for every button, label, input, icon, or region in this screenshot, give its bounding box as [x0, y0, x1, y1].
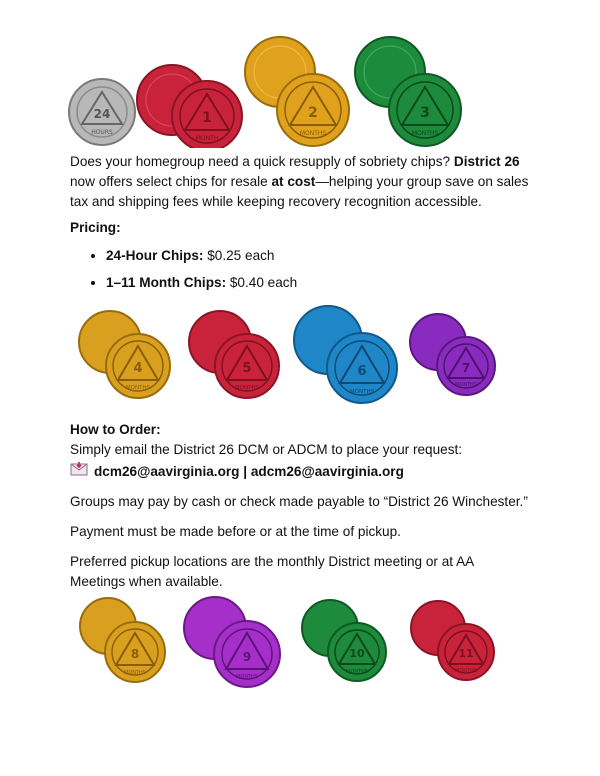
- intro-text-3: —helping your group save on sales tax and shipping fees while keeping recovery recognition accessible.: [70, 174, 529, 209]
- chip-label: MONTHS: [299, 130, 327, 137]
- intro-bold-district: District 26: [453, 154, 520, 169]
- chip-image-row-3: [0, 596, 600, 696]
- envelope-icon: [70, 462, 88, 482]
- intro-paragraph: [70, 152, 530, 212]
- chip-label: MONTHS: [346, 669, 368, 675]
- chip-glyph: 7: [461, 361, 471, 375]
- chip-label: MONTHS: [349, 389, 375, 395]
- chip-row-3: [0, 596, 600, 696]
- chip-glyph: 6: [357, 364, 367, 379]
- pricing-heading: Pricing:: [70, 220, 121, 235]
- pricing-item-price: $0.40 each: [226, 275, 298, 290]
- chip-glyph: 5: [242, 361, 252, 376]
- chip-9-months: [184, 597, 280, 687]
- pricing-item-label: 1–11 Month Chips:: [106, 275, 227, 290]
- dcm-email-link[interactable]: dcm26@aavirginia.org: [94, 464, 240, 479]
- chip-24-hours: [69, 79, 135, 145]
- chip-row-1: [0, 30, 600, 148]
- email-line: [70, 462, 530, 482]
- chip-label: MONTHS: [234, 385, 260, 391]
- chip-10-months: [302, 600, 386, 681]
- chip-label: MONTHS: [411, 130, 439, 137]
- payment-timing-text: Payment must be made before or at the time of pickup.: [70, 524, 401, 539]
- chip-label: MONTHS: [455, 382, 477, 388]
- intro-section: [70, 152, 530, 212]
- chip-image-row-1: [0, 30, 600, 148]
- chip-7-months: [410, 314, 495, 395]
- pricing-item-label: 24-Hour Chips:: [106, 248, 204, 263]
- pricing-item-24-hour: [106, 246, 530, 266]
- order-heading: How to Order:: [70, 422, 161, 437]
- pickup-locations-text: Preferred pickup locations are the monthly District meeting or at AA Meetings when available.: [70, 554, 474, 589]
- chip-11-months: [411, 601, 494, 680]
- chip-3-months: [355, 37, 461, 146]
- chip-glyph: 24: [93, 107, 111, 121]
- chip-glyph: 4: [133, 361, 143, 376]
- chip-label: MONTHS: [125, 385, 151, 391]
- chip-glyph: 10: [349, 647, 365, 660]
- chip-6-months: [294, 306, 397, 403]
- chip-label: HOURS: [91, 129, 113, 136]
- email-separator: |: [239, 464, 251, 479]
- pricing-item-price: $0.25 each: [203, 248, 275, 263]
- chip-glyph: 3: [420, 105, 430, 121]
- chip-8-months: [80, 598, 165, 682]
- chip-5-months: [189, 311, 279, 398]
- intro-text-2: now offers select chips for resale: [70, 174, 272, 189]
- chip-2-months: [245, 37, 349, 146]
- pricing-list: [70, 246, 530, 293]
- chip-label: MONTH: [195, 135, 219, 142]
- intro-text-1: Does your homegroup need a quick resupply of sobriety chips?: [70, 154, 454, 169]
- chip-label: MONTHS: [124, 670, 146, 676]
- chip-1-month: [137, 65, 242, 148]
- payment-method-text: Groups may pay by cash or check made payable to “District 26 Winchester.”: [70, 494, 528, 509]
- chip-image-row-2: [0, 302, 600, 412]
- pricing-section: [70, 218, 530, 300]
- order-section: [70, 420, 530, 592]
- chip-4-months: [79, 311, 170, 398]
- chip-label: MONTHS: [455, 668, 477, 674]
- chip-label: MONTHS: [236, 674, 258, 680]
- chip-glyph: 2: [308, 105, 318, 121]
- chip-glyph: 11: [458, 647, 474, 660]
- pricing-item-months: [106, 273, 530, 293]
- chip-glyph: 9: [242, 650, 252, 664]
- order-instructions: Simply email the District 26 DCM or ADCM to place your request:: [70, 442, 463, 457]
- chip-row-2: [0, 302, 600, 412]
- intro-bold-at-cost: at cost: [271, 174, 316, 189]
- adcm-email-link[interactable]: adcm26@aavirginia.org: [250, 464, 404, 479]
- chip-glyph: 8: [130, 647, 140, 661]
- chip-glyph: 1: [202, 110, 212, 126]
